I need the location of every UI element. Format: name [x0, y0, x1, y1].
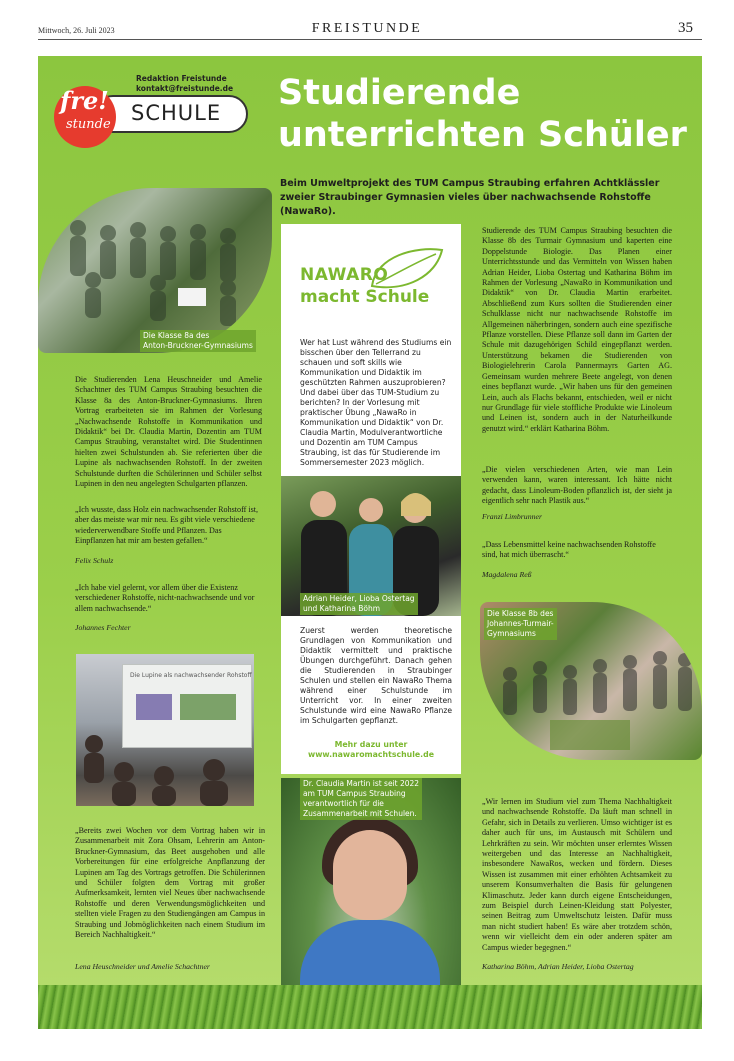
caption-martin-line-1: Dr. Claudia Martin ist seit 2022: [303, 779, 420, 788]
caption-class-8a: [140, 330, 256, 352]
lead-line-2: zweier Straubinger Gymnasien vieles über nachwachsende Rohstoffe (NawaRo).: [280, 192, 651, 217]
nawaro-link[interactable]: [290, 740, 452, 760]
caption-martin-line-4: Zusammenarbeit mit Schulen.: [303, 809, 417, 818]
nawaro-link-url[interactable]: www.nawaromachtschule.de: [308, 750, 434, 759]
logo-schule-text: SCHULE: [131, 101, 222, 125]
quote-students-team: „Wir lernen im Studium viel zum Thema Nachhaltigkeit und nachwachsende Rohstoffe. Da läuft man schnell in Gefahr, sich in Details zu verlieren. Umso wichtiger ist es daher auch für uns, im Austausch mit Schülern und Lehrkräften zu sein. Wir möchten unser erlerntes Wissen weitergeben und das Interesse an Nachhaltigkeit, insbesondere NawaRos, wecken und fördern. Dieses Wissen ist zusammen mit einer erhöhten Achtsamkeit zu unserem Konsumverhalten die Basis für gelungenen Klimaschutz. Jeder kann durch eigene Entscheidungen, zum Beispiel durch Leinen-Kleidung statt Polyester, seinen Beitrag zum Umweltschutz leisten. Dafür muss man nicht studiert haben! Es wäre aber trotzdem schön, wenn wir vielleicht dem ein oder anderen später am Campus wieder begegnen.“: [482, 797, 672, 952]
article-lead: [280, 177, 690, 219]
headline-line-1: Studierende: [278, 73, 521, 113]
logo-stunde-text: stunde: [66, 117, 111, 132]
redaktion-label: Redaktion Freistunde: [136, 74, 227, 83]
quote-lena-amelie-author: Lena Heuschneider und Amelie Schachtner: [75, 962, 210, 971]
redaktion-contact: [136, 74, 233, 94]
section-title: FREISTUNDE: [311, 21, 423, 36]
quote-franzi: „Die vielen verschiedenen Arten, wie man Lein verwenden kann, waren interessant. Ich hätte nicht gedacht, dass Linoleum-Boden pflanzlich ist, der sieht ja eigentlich sehr nach Plastik aus.“: [482, 465, 672, 506]
caption-class-8b-line-3: Gymnasiums: [487, 629, 536, 638]
quote-franzi-author: Franzi Limbrunner: [482, 512, 542, 521]
quote-students-team-author: Katharina Böhm, Adrian Heider, Lioba Ostertag: [482, 962, 634, 971]
page-number: 35: [678, 20, 693, 36]
caption-class-8a-line-1: Die Klasse 8a des: [143, 331, 210, 340]
article-headline: [278, 72, 698, 156]
nawaro-logo-line-2: macht Schule: [300, 287, 430, 307]
quote-lena-amelie: „Bereits zwei Wochen vor dem Vortrag haben wir in Zusammenarbeit mit Zora Ohsam, Lehrerin am Anton-Bruckner-Gymnasium, das Beet ausgehoben und alle Vorbereitungen für eine erfolgreiche Anpflanzung der Lupinen am Tag des Vortrags getroffen. Die Schülerinnen und Schüler folgten dem Vortrag mit großer Aufmerksamkeit, lernten viel Neues über nachwachsende Rohstoffe und deren Verwendungsmöglichkeiten und stellten viele Fragen zu den Studiengängen am Campus in Straubing und Jobmöglichkeiten nach einem Studium im Bereich Nachhaltigkeit.“: [75, 826, 265, 940]
caption-class-8b-line-2: Johannes-Turmair-: [487, 619, 554, 628]
quote-magdalena-author: Magdalena Reß: [482, 570, 532, 579]
left-body-text: Die Studierenden Lena Heuschneider und Amelie Schachtner des TUM Campus Straubing besuchten die Klasse 8a des Anton-Bruckner-Gymnasiums. Ihren Vortrag erarbeiteten sie im Rahmen der Vorlesung „Nachwachsende Rohstoffe in Kommunikation und Didaktik“ bei Dr. Claudia Martin, Dozentin am TUM Campus Straubing, veranstaltet wird. Die Studentinnen hielten zwei Schulstunden ab. Sie referierten über die Lupine als nachwachsenden Rohstoff. In der zweiten Schulstunde durften die Schülerinnen und Schüler selbst Lupinen in den neu angelegten Schulgarten pflanzen.: [75, 375, 262, 489]
quote-felix-author: Felix Schulz: [75, 556, 114, 565]
right-body-text: Studierende des TUM Campus Straubing besuchten die Klasse 8b des Turmair Gymnasium und kaperten eine Doppelstunde Biologie. Das Planen einer Unterrichtsstunde und das Vermitteln von Wissen haben Adrian Heider, Lioba Ostertag und Katharina Böhm im Rahmen der Vorlesung „NawaRo in Kommunikation und Didaktik“ von Dr. Claudia Martin erarbeitet. Abschließend zum Kurs sollten die Studierenden einer Schulklasse nicht nur nachwachsende Rohstoffe im Allgemeinen näherbringen, sondern auch eine spezifische Pflanze vorstellen. Diese Pflanze soll dann im Garten der Schule mit dazugehörigen Schild eingepflanzt werden. Unterstützung bekamen die Studierenden von Biologielehrerin Carola Pannermayrs Garten AG. Gemeinsam wurden mehrere Beete angelegt, von denen eines bepflanzt wurde. „Wir haben uns für den gemeinen Lein, auch als Flachs bekannt, entschieden, weil er nicht nur Grundlage für viele stoffliche Produkte wie Linoleum und Leinen ist, sondern auch in der Naturheilkunde genutzt wird.“ erklärt Katharina Böhm.: [482, 226, 672, 433]
header-rule: [38, 39, 702, 40]
caption-class-8b: [484, 608, 557, 640]
screen-title: Die Lupine als nachwachsender Rohstoff: [130, 672, 252, 679]
caption-martin-line-3: verantwortlich für die: [303, 799, 384, 808]
lecture-audience: [76, 654, 254, 806]
caption-martin-line-2: am TUM Campus Straubing: [303, 789, 406, 798]
portrait-face: [333, 830, 407, 920]
caption-class-8b-line-1: Die Klasse 8b des: [487, 609, 554, 618]
center-body-text: Zuerst werden theoretische Grundlagen von Kommunikation und Didaktik vermittelt und praktische Übungen durchgeführt. Danach gehen die Studierenden in Straubinger Schulen und stellen ein NawaRo Thema während einer Schulstunde im Unterricht vor. In einer zweiten Schulstunde wird eine NawaRo Pflanze im Schulgarten gepflanzt.: [300, 626, 452, 725]
caption-claudia-martin: [300, 778, 422, 820]
lead-line-1: Beim Umweltprojekt des TUM Campus Straubing erfahren Achtklässler: [280, 178, 660, 189]
caption-students-line-2: und Katharina Böhm: [303, 604, 381, 613]
nawaro-logo-line-1: NAWARO: [300, 265, 389, 285]
quote-felix: „Ich wusste, dass Holz ein nachwachsender Rohstoff ist, aber das meiste war mir neu. Es gibt viele verschiedene wiederverwendbare Stoffe und Pflanzen. Das Einpflanzen hat mir am besten gefallen.“: [75, 505, 259, 546]
quote-johannes-author: Johannes Fechter: [75, 623, 131, 632]
caption-students-line-1: Adrian Heider, Lioba Ostertag: [303, 594, 415, 603]
issue-date: Mittwoch, 26. Juli 2023: [38, 26, 115, 35]
logo-fre-text: fre!: [60, 86, 109, 115]
caption-class-8a-line-2: Anton-Bruckner-Gymnasiums: [143, 341, 253, 350]
center-intro-text: Wer hat Lust während des Studiums ein bisschen über den Tellerrand zu schauen und soft skills wie Kommunikation und Didaktik im geschützten Rahmen auszuprobieren? Und dabei über das TUM-Studium zu berichten? In der Vorlesung mit praktischer Übung „NawaRo in Kommunikation und Didaktik“ von Dr. Claudia Martin, Modulverantwortliche und Dozentin am TUM Campus Straubing, ist das für Studierende im Sommersemester 2023 möglich.: [300, 338, 452, 467]
headline-line-2: unterrichten Schüler: [278, 115, 687, 155]
grass-decoration: [38, 985, 702, 1029]
quote-johannes: „Ich habe viel gelernt, vor allem über die Existenz verschiedener Rohstoffe, nicht-nachwachsende und vor allem nachwachsende.“: [75, 583, 255, 613]
quote-magdalena: „Dass Lebensmittel keine nachwachsenden Rohstoffe sind, hat mich überrascht.“: [482, 540, 656, 560]
caption-students: [300, 593, 418, 615]
nawaro-link-label: Mehr dazu unter: [334, 740, 408, 749]
redaktion-email: kontakt@freistunde.de: [136, 84, 234, 93]
